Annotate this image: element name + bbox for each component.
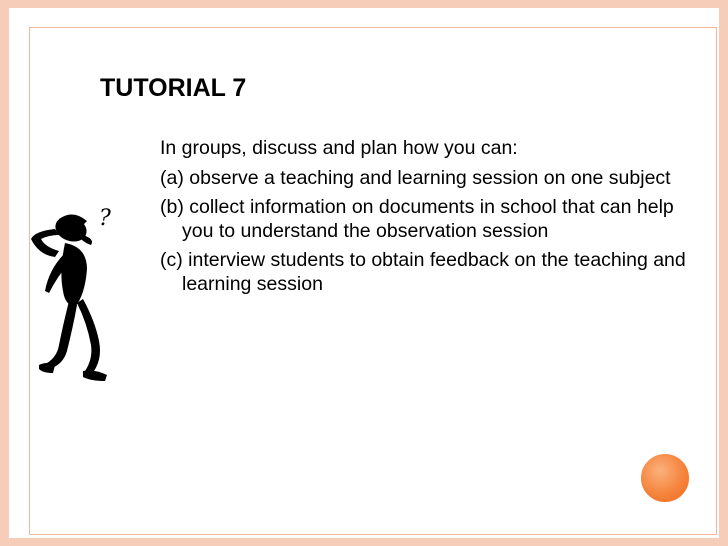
orange-circle-decoration <box>638 451 692 505</box>
list-item: (a) observe a teaching and learning session on one subject <box>160 166 671 189</box>
slide-title: TUTORIAL 7 <box>100 74 247 102</box>
list-item: (b) collect information on documents in school that can help you to understand the observation session <box>160 196 674 242</box>
question-mark-icon: ? <box>99 206 111 231</box>
list-item: (c) interview students to obtain feedback on the teaching and learning session <box>160 249 686 295</box>
thinking-stick-figure-icon <box>25 195 135 385</box>
tutorial-instructions <box>160 137 690 302</box>
list-item: In groups, discuss and plan how you can: <box>160 137 518 159</box>
